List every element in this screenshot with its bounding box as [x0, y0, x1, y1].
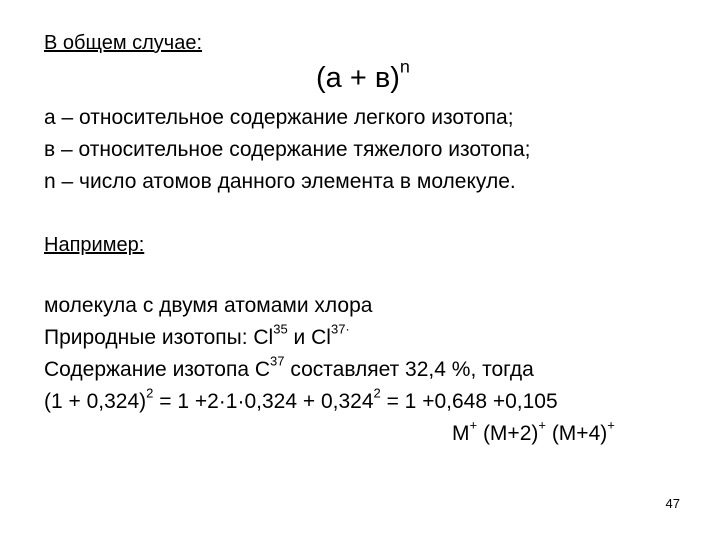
calc-part-1: (1 + 0,324) — [44, 390, 147, 413]
example-line-molecule: молекула с двумя атомами хлора — [44, 294, 373, 317]
isotope-mass-c37: 37 — [270, 353, 285, 369]
definition-n: n – число атомов данного элемента в молекуле. — [44, 170, 516, 193]
isotopes-text: Природные изотопы: Cl — [44, 326, 274, 349]
content-text: Содержание изотопа C — [44, 358, 271, 381]
example-label: Например: — [44, 234, 145, 256]
content-text-suffix: составляет 32,4 %, тогда — [284, 358, 534, 381]
example-line-isotopes — [44, 321, 350, 350]
ion-charge: + — [469, 417, 478, 433]
definition-a: а – относительное содержание легкого изотопа; — [44, 106, 514, 129]
isotope-mass-35: 35 — [273, 321, 288, 337]
page-number: 47 — [665, 496, 680, 511]
formula-exponent: n — [399, 56, 410, 77]
example-line-content — [44, 353, 534, 382]
ion-charge: + — [607, 417, 615, 433]
formula-base: (а + в) — [316, 62, 400, 94]
calc-part-3: = 1 +0,648 +0,105 — [380, 390, 558, 413]
ion-m-plus-2: (M+2) — [477, 422, 539, 445]
calc-exp-2: 2 — [373, 385, 381, 401]
ion-m: M — [452, 422, 470, 445]
binomial-formula — [316, 56, 410, 95]
calc-part-2: = 1 +2·1·0,324 + 0,324 — [153, 390, 374, 413]
calc-exp-1: 2 — [146, 385, 154, 401]
isotope-mass-37: 37· — [330, 321, 350, 337]
example-line-calculation — [44, 385, 558, 414]
ion-m-plus-4: (M+4) — [545, 422, 608, 445]
ion-charge: + — [538, 417, 546, 433]
definition-b: в – относительное содержание тяжелого изотопа; — [44, 138, 531, 161]
isotopes-text-and: и Cl — [287, 326, 331, 349]
ion-peaks — [452, 417, 615, 446]
section-heading: В общем случае: — [44, 32, 203, 54]
